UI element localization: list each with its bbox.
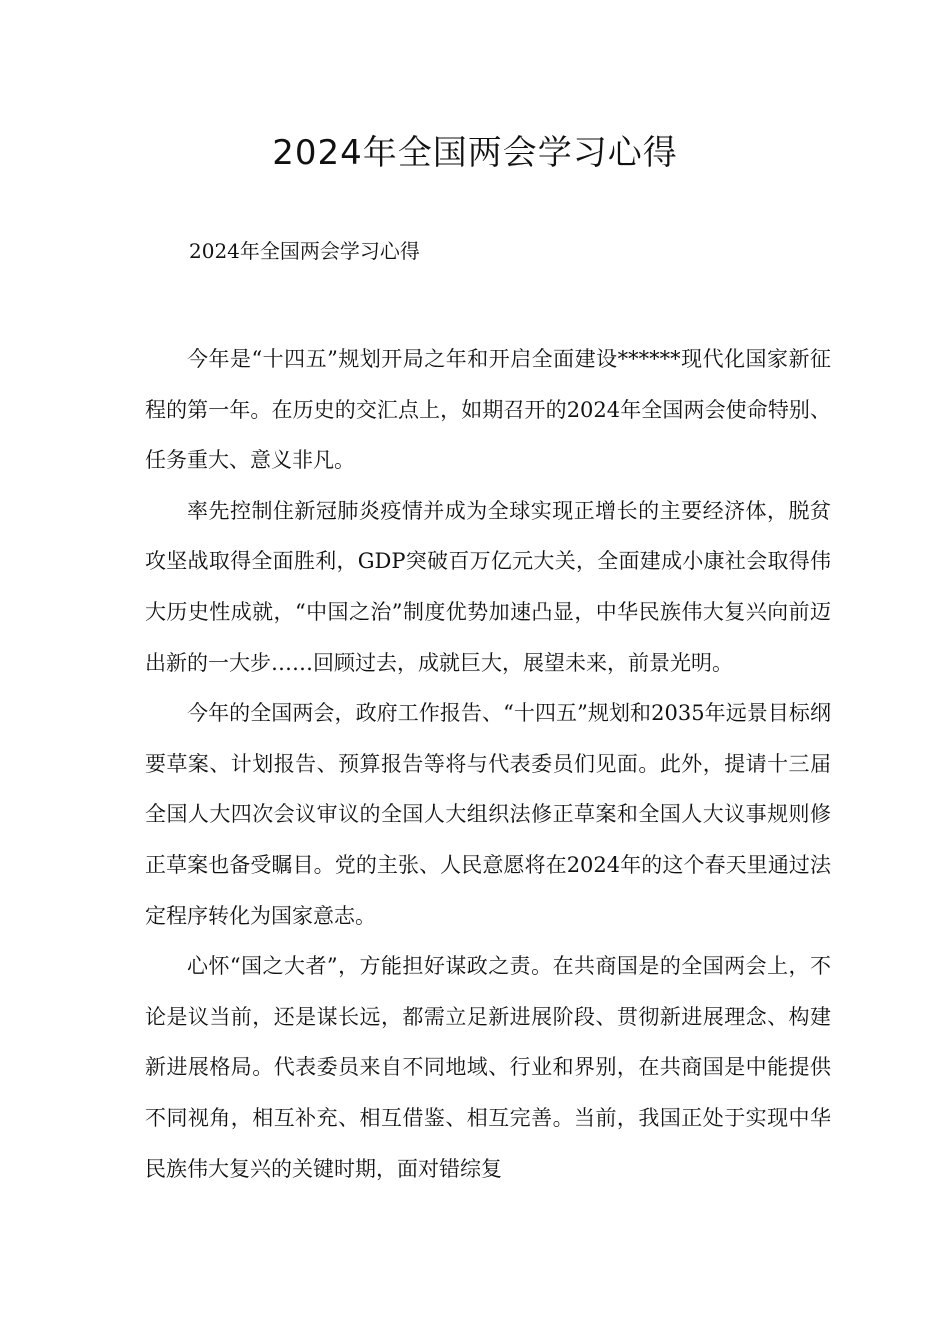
paragraph-3: 今年的全国两会，政府工作报告、“十四五”规划和2035年远景目标纲要草案、计划报告、预算报告等将与代表委员们见面。此外，提请十三届全国人大四次会议审议的全国人大组织法修正草案和全国人大议事规则修正草案也备受瞩目。党的主张、人民意愿将在2024年的这个春天里通过法定程序转化为国家意志。: [145, 701, 831, 928]
paragraph-4: 心怀“国之大者”，方能担好谋政之责。在共商国是的全国两会上，不论是议当前，还是谋长远，都需立足新进展阶段、贯彻新进展理念、构建新进展格局。代表委员来自不同地域、行业和界别，在共商国是中能提供不同视角，相互补充、相互借鉴、相互完善。当前，我国正处于实现中华民族伟大复兴的关键时期，面对错综复: [145, 954, 831, 1181]
paragraph-2: 率先控制住新冠肺炎疫情并成为全球实现正增长的主要经济体，脱贫攻坚战取得全面胜利，GDP突破百万亿元大关，全面建成小康社会取得伟大历史性成就，“中国之治”制度优势加速凸显，中华民族伟大复兴向前迈出新的一大步……回顾过去，成就巨大，展望未来，前景光明。: [145, 498, 831, 675]
document-title: 2024年全国两会学习心得: [272, 133, 678, 173]
paragraph-1: 今年是“十四五”规划开局之年和开启全面建设******现代化国家新征程的第一年。在历史的交汇点上，如期召开的2024年全国两会使命特别、任务重大、意义非凡。: [145, 347, 831, 473]
document-subtitle: 2024年全国两会学习心得: [189, 239, 420, 263]
document-body: [145, 334, 831, 1194]
